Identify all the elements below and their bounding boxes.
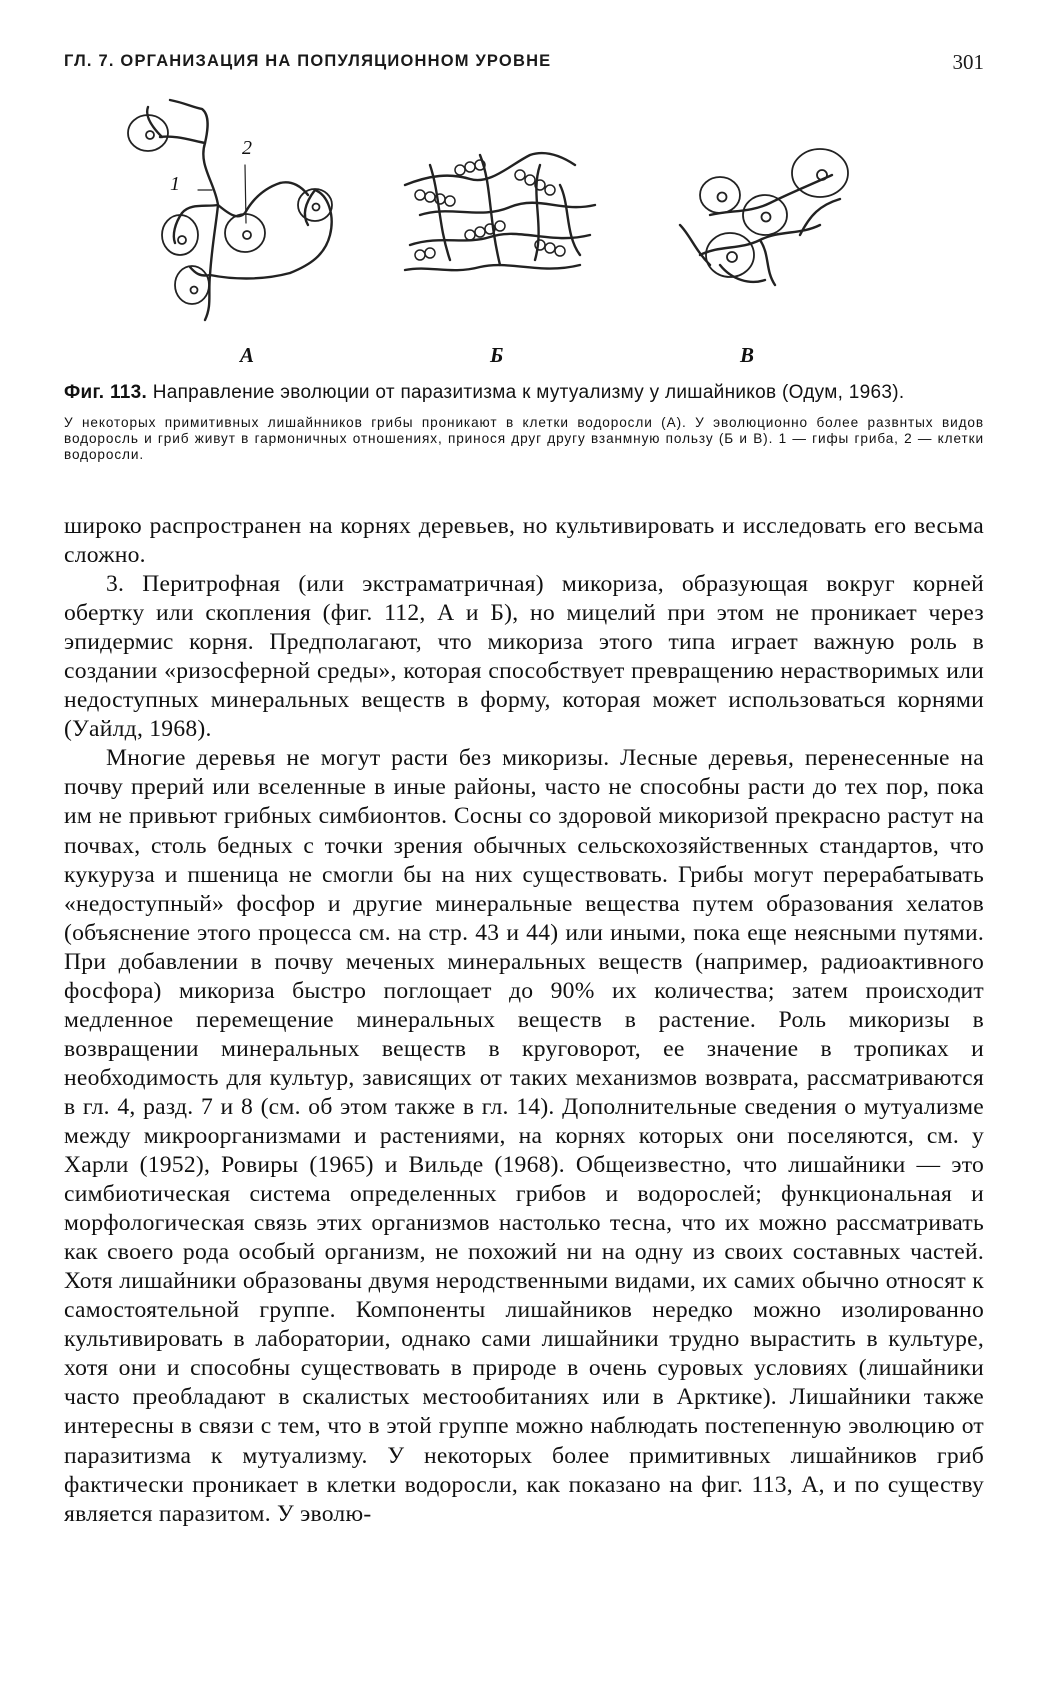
callout-algal-cells: 2: [242, 137, 252, 159]
body-text: [64, 512, 984, 1529]
figure-113: [120, 95, 950, 375]
panel-label-b: Б: [490, 343, 504, 367]
running-head: [64, 50, 984, 80]
chapter-title: ГЛ. 7. ОРГАНИЗАЦИЯ НА ПОПУЛЯЦИОННОМ УРОВНЕ: [64, 52, 552, 70]
panel-label-c: В: [740, 343, 755, 367]
paragraph: 3. Перитрофная (или экстраматричная) микориза, образующая вокруг корней обертку или скопления (фиг. 112, А и Б), но мицелий при этом не проникает через эпидермис корня. Предполагают, что микориза этого типа играет важную роль в создании «ризосферной среды», которая способствует превращению нерастворимых или недоступных минеральных веществ в форму, которая может использоваться корнями (Уайлд, 1968).: [64, 571, 984, 743]
caption-note: У некоторых примитивных лишайнников грибы проникают в клетки водоросли (А). У эволюционно более развнтых видов водоросль и гриб живут в гармоничных отношениях, принося друг другу взанмную пользу (Б и В). 1 — гифы гриба, 2 — клетки водоросли.: [64, 415, 984, 463]
page-number: 301: [952, 50, 984, 74]
paragraph: Многие деревья не могут расти без микоризы. Лесные деревья, перенесенные на почву прерий или вселенные в иные районы, часто не способны расти до тех пор, пока им не привьют грибных симбионтов. Сосны со здоровой микоризой прекрасно растут на почвах, столь бедных с точки зрения обычных сельскохозяйственных стандартов, что кукуруза и пшеница не смогли бы на них существовать. Грибы могут перерабатывать «недоступный» фосфор и другие минеральные вещества путем образования хелатов (объяснение этого процесса см. на стр. 43 и 44) или иными, пока еще неясными путями. При добавлении в почву меченых минеральных веществ (например, радиоактивного фосфора) микориза быстро поглощает до 90% их количества; затем происходит медленное перемещение минеральных веществ в растение. Роль микоризы в возвращении минеральных веществ в круговорот, ее значение в тропиках и необходимость для культур, зависящих от таких механизмов возврата, рассматриваются в гл. 4, разд. 7 и 8 (см. об этом также в гл. 14). Дополнительные сведения о мутуализме между микроорганизмами и растениями, на корнях которых они поселяются, см. у Харли (1952), Ровиры (1965) и Вильде (1968). Общеизвестно, что лишайники — это симбиотическая система определенных грибов и водорослей; функциональная и морфологическая связь этих организмов настолько тесна, что их можно рассматривать как своего рода особый организм, не похожий ни на одну из своих составных частей. Хотя лишайники образованы двумя неродственными видами, их самих обычно относят к самостоятельной группе. Компоненты лишайников нередко можно изолированно культивировать в лаборатории, однако сами лишайники трудно вырастить в культуре, хотя они и способны существовать в природе в очень суровых условиях (лишайники часто преобладают в скалистых местообитаниях или в Арктике). Лишайники также интересны в связи с тем, что в этой группе можно наблюдать постепенную эволюцию от паразитизма к мутуализму. У некоторых более примитивных лишайников гриб фактически проникает в клетки водоросли, как показано на фиг. 113, А, и по существу является паразитом. У эволю-: [64, 745, 984, 1527]
caption-title-text: Направление эволюции от паразитизма к мутуализму у лишайников (Одум, 1963).: [152, 382, 905, 403]
panel-label-a: А: [240, 343, 255, 367]
panel-c-drawing: [680, 175, 840, 285]
paragraph: широко распространен на корнях деревьев, но культивировать и исследовать его весьма сложно.: [64, 513, 984, 569]
callout-hyphae: 1: [170, 173, 180, 195]
panel-b-drawing: [405, 153, 595, 270]
figure-caption: [64, 381, 984, 464]
panel-c-cells: [700, 149, 848, 277]
caption-label: Фиг. 113.: [64, 382, 148, 403]
panel-a-cells: [128, 115, 332, 304]
caption-title: [64, 381, 984, 405]
